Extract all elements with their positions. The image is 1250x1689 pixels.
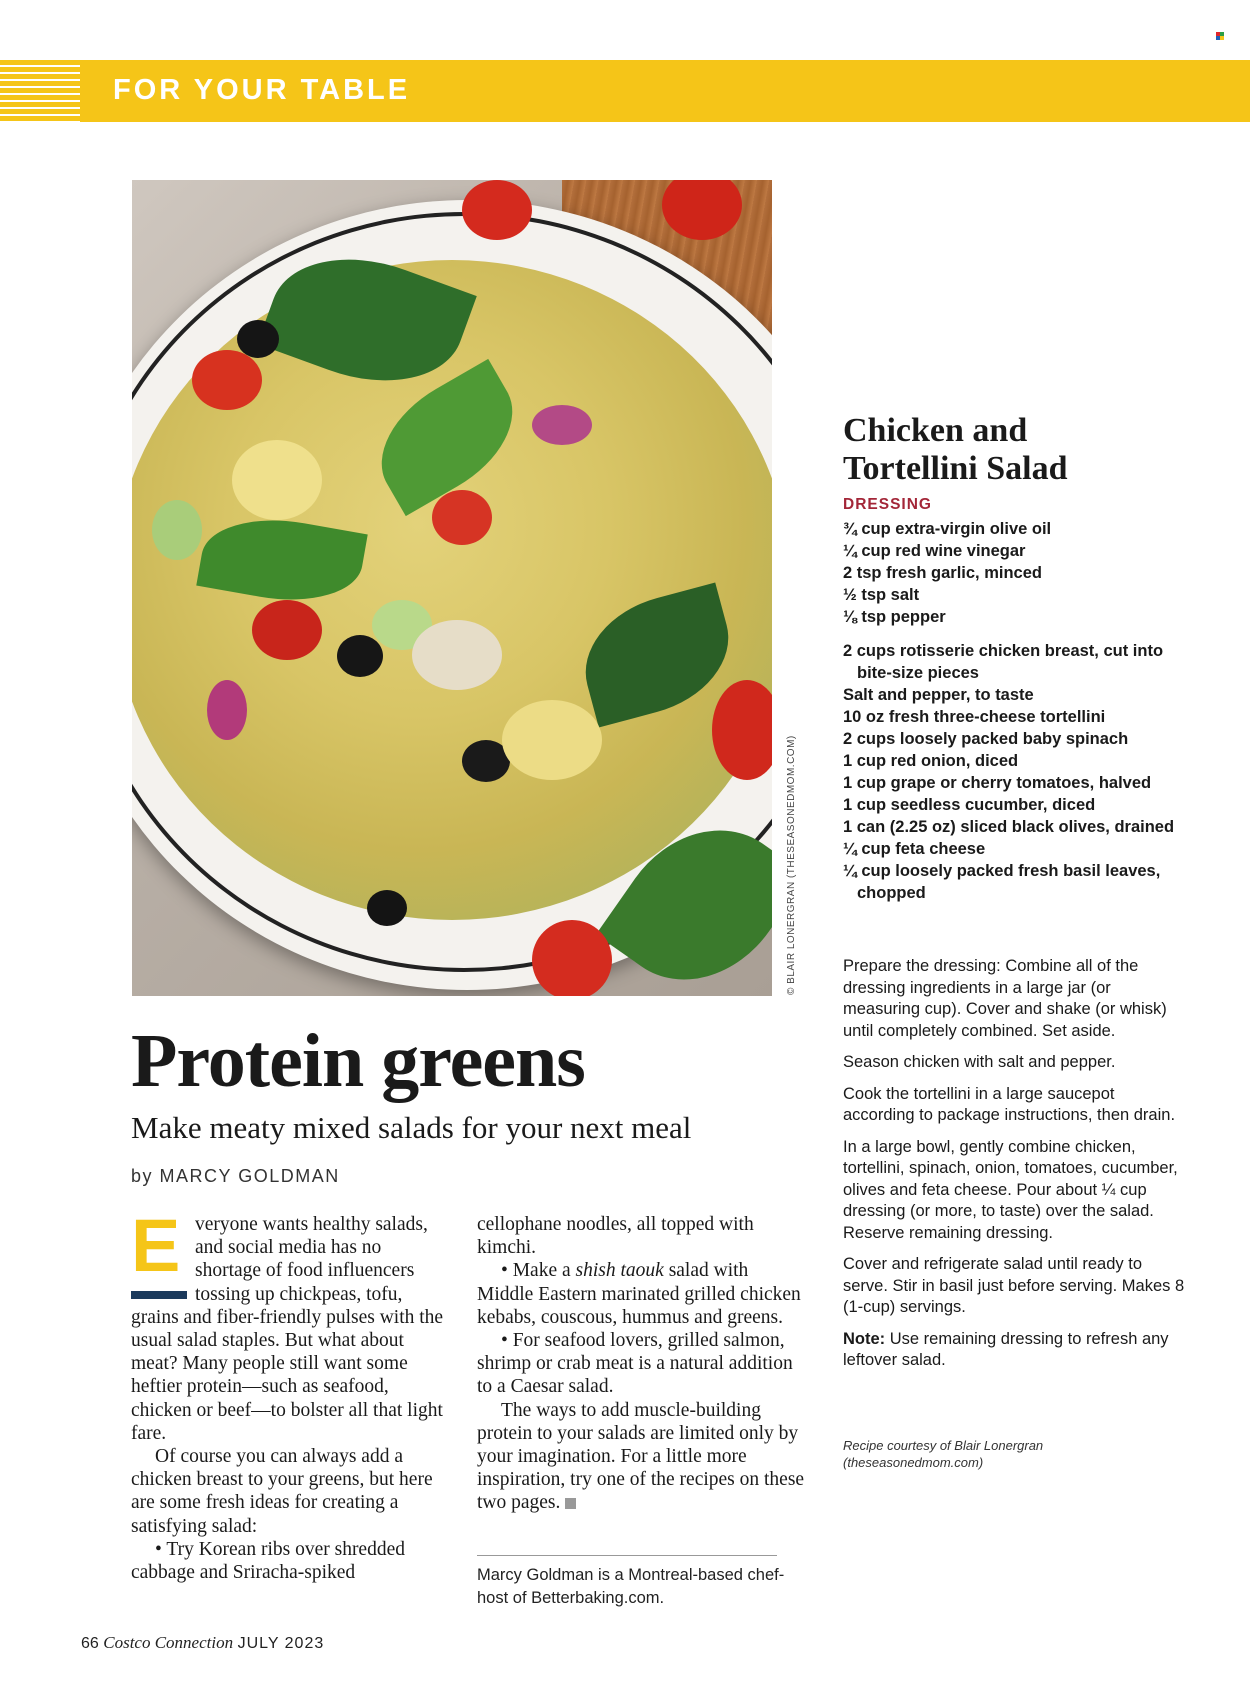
ingredient-item: Salt and pepper, to taste	[843, 686, 1034, 704]
bullet-seafood: • For seafood lovers, grilled salmon, shrimp or crab meat is a natural addition to a Caesar salad.	[477, 1330, 793, 1398]
color-registration-mark	[1216, 32, 1224, 40]
ingredient-item: ¼ cup red wine vinegar	[843, 542, 1026, 560]
end-mark-icon	[565, 1498, 576, 1509]
ingredient-item: ¼ cup loosely packed fresh basil leaves, chopped	[843, 862, 1161, 902]
ingredient-item: 2 cups rotisserie chicken breast, cut into bite-size pieces	[843, 642, 1164, 682]
tomato	[532, 920, 612, 996]
black-olive	[367, 890, 407, 926]
closing-paragraph: The ways to add muscle-building protein to your salads are limited only by your imagination. For a little more inspiration, try one of the recipes on these two pages.	[477, 1399, 805, 1514]
issue-date: JULY 2023	[237, 1635, 325, 1652]
recipe-steps	[843, 956, 1188, 1382]
recipe-step: Prepare the dressing: Combine all of the dressing ingredients in a large jar (or measuring cup). Cover and shake (or whisk) until completely combined. Set aside.	[843, 957, 1167, 1040]
photo-credit: © BLAIR LONERGRAN (THESEASONEDMOM.COM)	[786, 735, 797, 995]
body-paragraph: Of course you can always add a chicken breast to your greens, but here are some fresh ideas for creating a satisfying salad:	[131, 1446, 433, 1537]
ingredient-item: 1 cup red onion, diced	[843, 752, 1019, 770]
ingredient-item: 1 can (2.25 oz) sliced black olives, drained	[843, 818, 1175, 836]
recipe-step: In a large bowl, gently combine chicken, tortellini, spinach, onion, tomatoes, cucumber, olives and feta cheese. Pour about ¼ cup dressing (or more, to taste) over the salad. Reserve remaining dressing.	[843, 1137, 1178, 1242]
red-onion	[532, 405, 592, 445]
dressing-ingredient-list	[843, 518, 1183, 628]
author-bio: Marcy Goldman is a Montreal-based chef-host of Betterbaking.com.	[477, 1566, 785, 1607]
ingredient-item: 2 tsp fresh garlic, minced	[843, 564, 1042, 582]
ingredient-item: 2 cups loosely packed baby spinach	[843, 730, 1129, 748]
tomato	[432, 490, 492, 545]
recipe-note: Note: Use remaining dressing to refresh any leftover salad.	[843, 1329, 1169, 1369]
chicken-piece	[412, 620, 502, 690]
deck: Make meaty mixed salads for your next meal	[131, 1110, 692, 1145]
recipe-title: Chicken and Tortellini Salad	[843, 412, 1068, 487]
recipe-step: Season chicken with salt and pepper.	[843, 1053, 1116, 1071]
recipe-step: Cook the tortellini in a large saucepot according to package instructions, then drain.	[843, 1084, 1176, 1124]
magazine-name: Costco Connection	[103, 1633, 234, 1652]
dropcap-bar	[131, 1291, 187, 1299]
page-number: 66	[81, 1635, 99, 1652]
cucumber	[152, 500, 202, 560]
headline: Protein greens	[131, 1019, 585, 1103]
article-column-middle	[477, 1213, 807, 1515]
red-onion	[207, 680, 247, 740]
tortellini	[502, 700, 602, 780]
tomato	[192, 350, 262, 410]
byline: by MARCY GOLDMAN	[131, 1166, 340, 1186]
ingredient-item: 1 cup seedless cucumber, diced	[843, 796, 1096, 814]
dressing-label: DRESSING	[843, 496, 932, 513]
bullet-shish-taouk: • Make a shish taouk salad with Middle Eastern marinated grilled chicken kebabs, couscous, hummus and greens.	[477, 1260, 801, 1328]
ingredient-item: ⅛ tsp pepper	[843, 608, 946, 626]
header-stripes	[0, 60, 80, 122]
tomato	[252, 600, 322, 660]
tortellini	[232, 440, 322, 520]
recipe-step: Cover and refrigerate salad until ready to serve. Stir in basil just before serving. Makes 8 (1-cup) servings.	[843, 1255, 1185, 1316]
dropcap	[131, 1204, 187, 1287]
ingredient-item: 10 oz fresh three-cheese tortellini	[843, 708, 1106, 726]
ingredient-item: ¾ cup extra-virgin olive oil	[843, 520, 1052, 538]
article-column-left	[131, 1204, 451, 1584]
bio-divider	[477, 1555, 777, 1556]
ingredient-item: 1 cup grape or cherry tomatoes, halved	[843, 774, 1152, 792]
page-footer	[81, 1633, 324, 1653]
black-olive	[337, 635, 383, 677]
intro-paragraph	[131, 1204, 451, 1445]
section-title: FOR YOUR TABLE	[113, 74, 411, 106]
ingredient-item: ½ tsp salt	[843, 586, 920, 604]
section-header-band	[80, 60, 1250, 122]
ingredient-item: ¼ cup feta cheese	[843, 840, 986, 858]
bullet-korean-ribs: • Try Korean ribs over shredded cabbage and Sriracha-spiked	[131, 1538, 405, 1584]
salad-ingredient-list	[843, 640, 1183, 904]
dropcap-letter: E	[131, 1204, 181, 1287]
tomato	[462, 180, 532, 240]
salad-photo	[132, 180, 772, 996]
body-paragraph: cellophane noodles, all topped with kimchi.	[477, 1214, 754, 1259]
black-olive	[237, 320, 279, 358]
recipe-courtesy: Recipe courtesy of Blair Lonergran (theseasonedmom.com)	[843, 1438, 1044, 1470]
intro-text: veryone wants healthy salads, and social media has no shortage of food influencers tossing up chickpeas, tofu, grains and fiber-friendly pulses with the usual salad staples. But what about meat? Many people still want some heftier protein—such as seafood, chicken or beef—to bolster all that light fare.	[131, 1214, 444, 1444]
